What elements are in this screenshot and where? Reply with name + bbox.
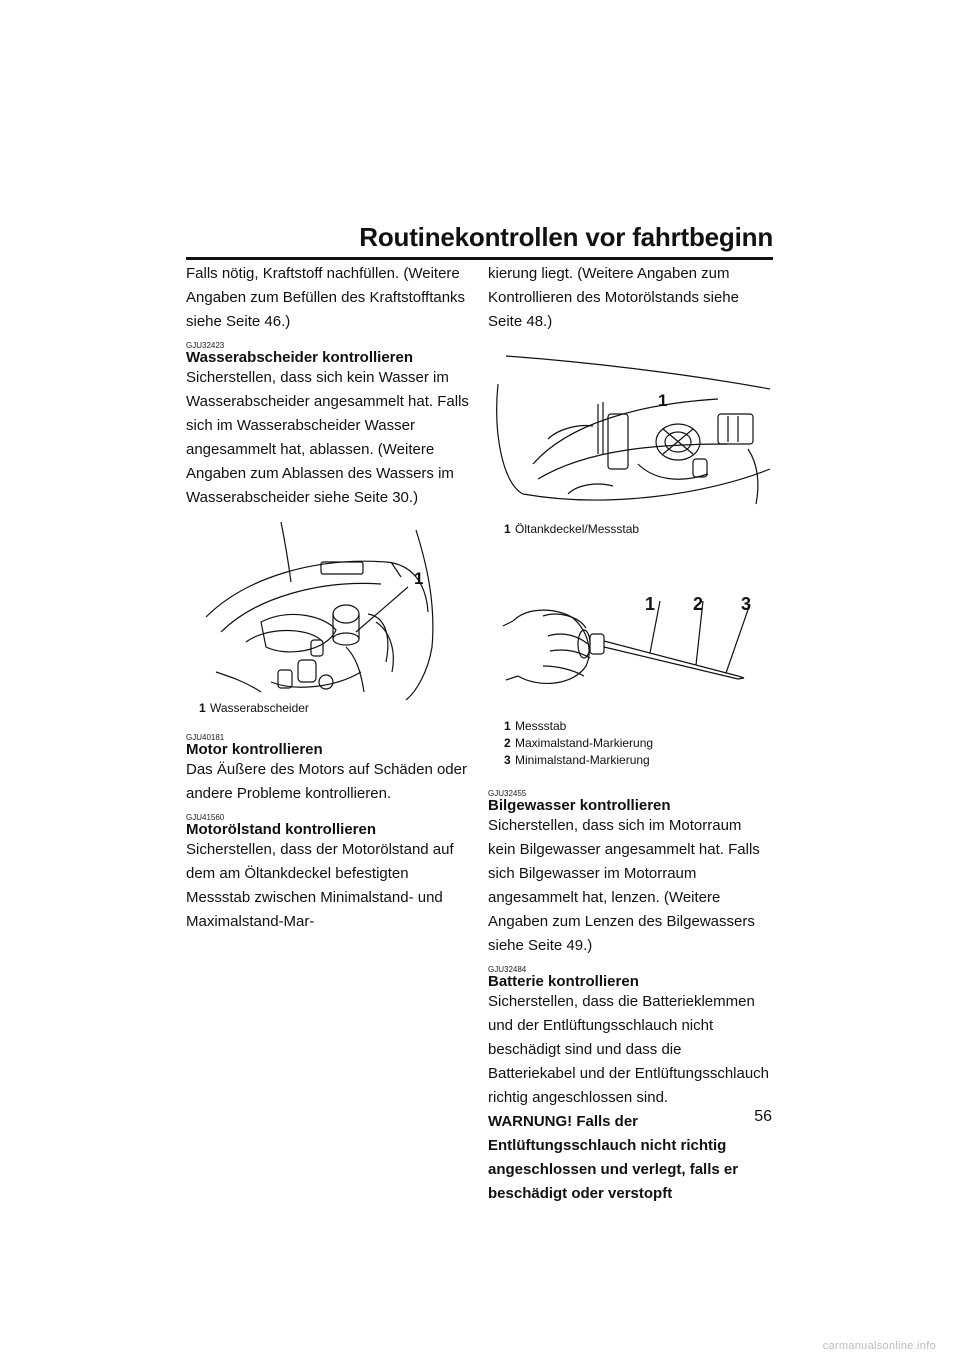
bilge-paragraph: Sicherstellen, dass sich im Motorraum kein Bilgewasser angesammelt hat. Falls sich Bilgewasser im Motorraum angesammelt hat, lenzen. (Weitere Angaben zum Lenzen des Bilgewassers siehe Seite 49.) <box>488 817 760 954</box>
section-heading-battery: Batterie kontrollieren <box>488 973 639 990</box>
caption-text: Messstab <box>515 719 567 733</box>
figure-caption <box>504 752 773 769</box>
section-code: GJU32455 <box>488 789 527 798</box>
section-code: GJU40181 <box>186 733 225 742</box>
section-heading-bilge: Bilgewasser kontrollieren <box>488 797 671 814</box>
figure-caption <box>504 718 773 735</box>
caption-text: Minimalstand-Markierung <box>515 753 650 767</box>
caption-number: 1 <box>504 522 511 536</box>
caption-text: Maximalstand-Markierung <box>515 736 654 750</box>
water-separator-paragraph: Sicherstellen, dass sich kein Wasser im Wasserabscheider angesammelt hat. Falls sich im Wasserabscheider Wasser angesammelt hat, ablassen. (Weitere Angaben zum Ablassen des Wassers im Wasserabscheider siehe Seite 30.) <box>186 369 469 506</box>
page-title: Routinekontrollen vor fahrtbeginn <box>359 222 773 252</box>
section-heading-water-separator: Wasserabscheider kontrollieren <box>186 349 414 366</box>
figure-caption <box>504 735 773 752</box>
section-heading-oil-level: Motorölstand kontrollieren <box>186 821 377 838</box>
dipstick-illustration <box>488 596 773 716</box>
figure-callout-2: 2 <box>693 596 704 614</box>
battery-warning: WARNUNG! Falls der Entlüftungsschlauch nicht richtig angeschlossen und verlegt, falls er beschädigt oder verstopft <box>488 1113 739 1202</box>
figure-dipstick <box>488 596 773 769</box>
figure-callout-1: 1 <box>645 596 656 614</box>
footer-watermark: carmanualsonline.info <box>822 1340 936 1352</box>
right-column <box>488 262 773 1206</box>
figure-callout-1: 1 <box>414 569 424 588</box>
figure-callout-3: 3 <box>741 596 752 614</box>
water-separator-illustration <box>186 522 471 700</box>
left-column <box>186 262 471 934</box>
figure-caption-list <box>504 718 773 769</box>
engine-paragraph: Das Äußere des Motors auf Schäden oder andere Probleme kontrollieren. <box>186 761 467 802</box>
caption-number: 1 <box>199 701 206 715</box>
figure-water-separator <box>186 522 471 717</box>
section-code: GJU32423 <box>186 341 225 350</box>
caption-number: 3 <box>504 753 511 767</box>
figure-oil-cap <box>488 344 773 538</box>
figure-callout-1: 1 <box>658 391 668 410</box>
oil-level-paragraph: Sicherstellen, dass der Motorölstand auf dem am Öltankdeckel befestigten Messstab zwischen Minimalstand- und Maximalstand-Mar- <box>186 841 454 930</box>
section-code: GJU41560 <box>186 813 225 822</box>
caption-text: Öltankdeckel/Messstab <box>515 522 640 536</box>
section-code: GJU32484 <box>488 965 527 974</box>
oil-cap-illustration <box>488 344 773 519</box>
intro-paragraph: Falls nötig, Kraftstoff nachfüllen. (Weitere Angaben zum Befüllen des Kraftstofftanks siehe Seite 46.) <box>186 265 466 330</box>
battery-paragraph: Sicherstellen, dass die Batterieklemmen und der Entlüftungsschlauch nicht beschädigt sind und dass die Batteriekabel und der Entlüftungsschlauch richtig angeschlossen sind. <box>488 993 770 1106</box>
caption-number: 2 <box>504 736 511 750</box>
caption-text: Wasserabscheider <box>210 701 309 715</box>
header-rule <box>186 257 773 260</box>
figure-caption <box>199 700 471 717</box>
oil-level-continued-paragraph: kierung liegt. (Weitere Angaben zum Kontrollieren des Motorölstands siehe Seite 48.) <box>488 265 739 330</box>
section-heading-engine: Motor kontrollieren <box>186 741 323 758</box>
figure-caption <box>504 521 773 538</box>
caption-number: 1 <box>504 719 511 733</box>
page-number: 56 <box>754 1108 772 1125</box>
